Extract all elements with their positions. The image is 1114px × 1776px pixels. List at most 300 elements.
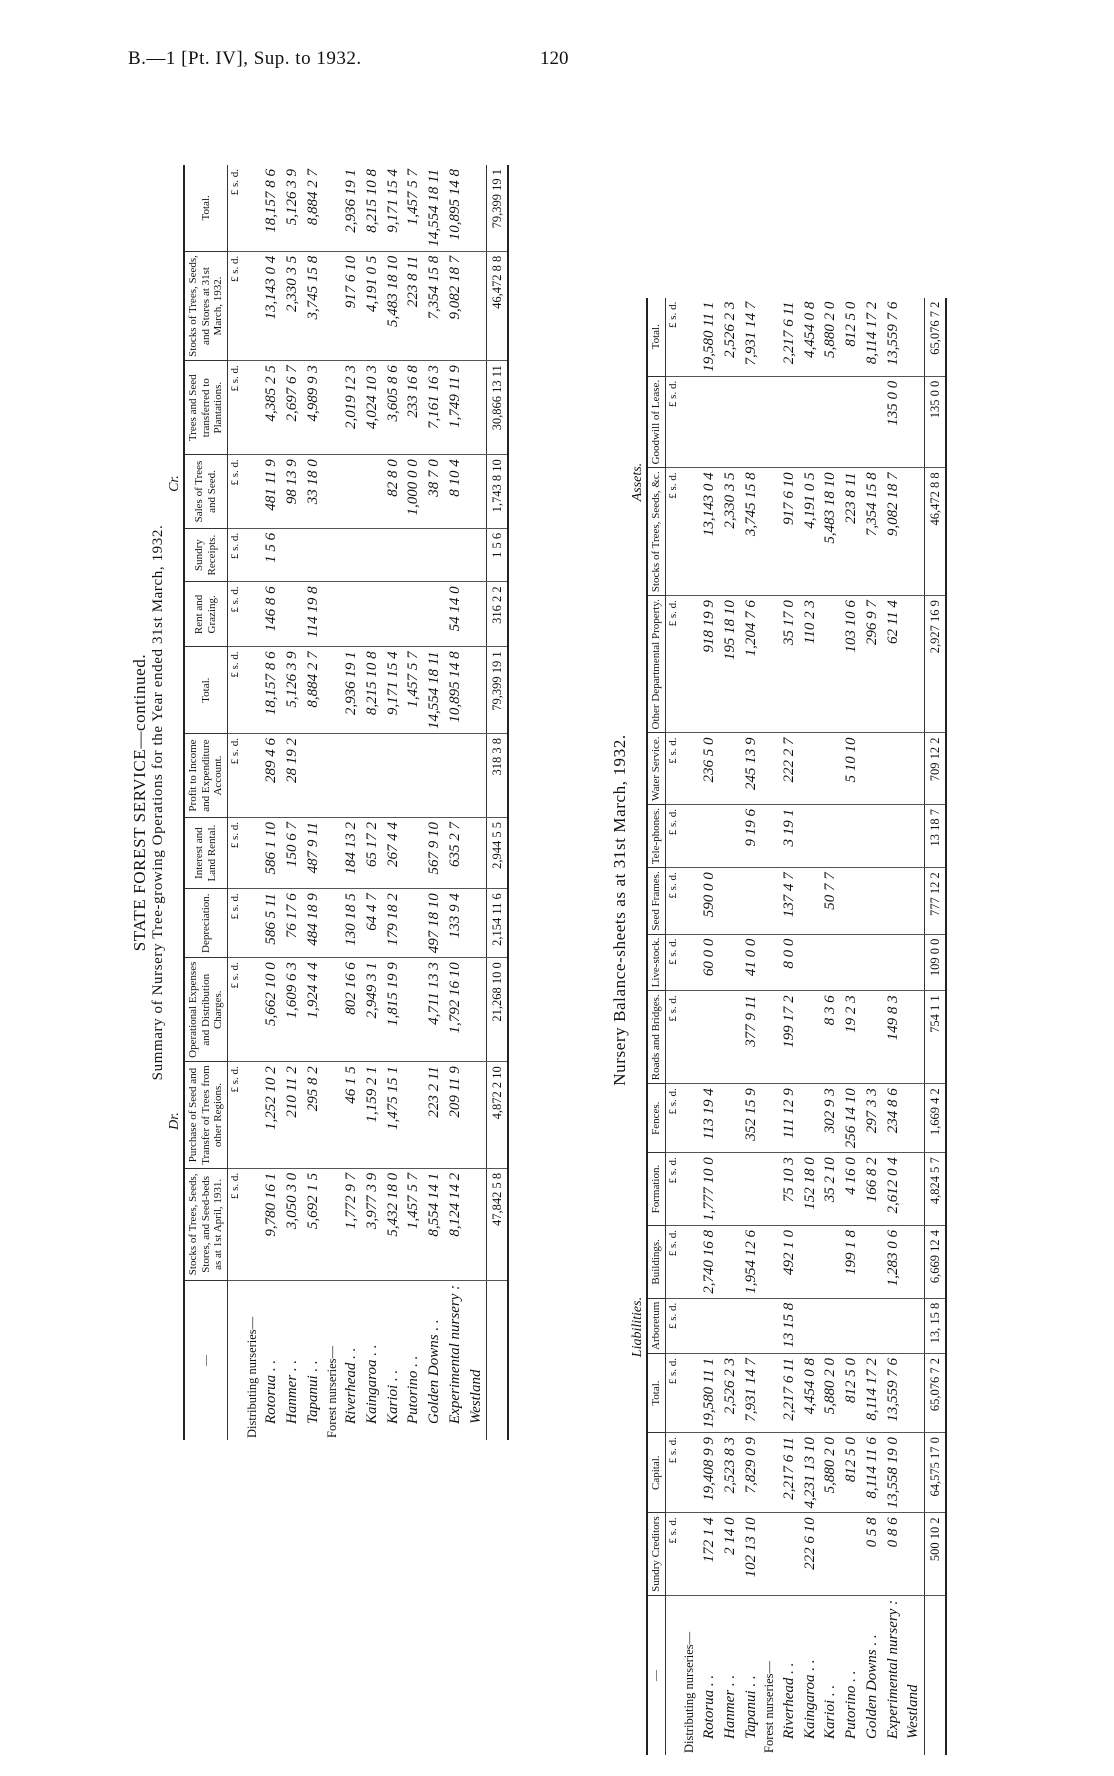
row-label: Hanmer . . <box>284 1359 301 1424</box>
cell-value <box>761 1084 779 1153</box>
summary-col-header: Stocks of Trees, Seeds, Stores, and Seed-beds as at 1st April, 1931. <box>184 1168 227 1280</box>
balance-col-header: Goodwill of Lease. <box>647 376 665 468</box>
row-label: Golden Downs . . <box>863 1634 880 1739</box>
cell-value: 2 14 0 <box>720 1513 741 1595</box>
cell-value: 484 18 9 <box>303 889 324 958</box>
summary-header-row <box>184 165 227 1440</box>
cell-value: 14,554 18 11 <box>424 165 445 251</box>
unit-label: £ s. d. <box>665 298 681 377</box>
balance-total-row <box>925 298 946 1755</box>
summary-col-header: — <box>184 1280 227 1440</box>
cell-value: 2,330 3 5 <box>720 468 741 596</box>
cell-value <box>244 734 262 818</box>
summary-col-header: Profit to Income and Expenditure Account. <box>184 734 227 818</box>
cell-value: 4,385 2 5 <box>261 361 282 455</box>
cell-value: 209 11 9 <box>445 1062 466 1169</box>
cell-value: 8 0 0 <box>779 934 800 991</box>
cell-value <box>761 1513 779 1595</box>
cell-value: 9,082 18 7 <box>883 468 904 596</box>
balance-col-header: Roads and Bridges. <box>647 991 665 1084</box>
balance-title: Nursery Balance-sheets as at 31st March, 1932. <box>610 734 629 1086</box>
balance-row <box>761 298 779 1755</box>
cell-value: 41 0 0 <box>741 934 762 991</box>
cell-value <box>681 868 699 934</box>
balance-section <box>610 65 1114 1755</box>
cell-value <box>761 298 779 377</box>
cell-value: 62 11 4 <box>883 596 904 733</box>
cell-value <box>779 376 800 468</box>
summary-col-header: Operational Expenses and Distribution Charges. <box>184 958 227 1062</box>
cell-value: 210 11 2 <box>282 1062 303 1169</box>
cell-value <box>244 958 262 1062</box>
total-value: 64,575 17 0 <box>925 1433 946 1513</box>
unit-label: £ s. d. <box>227 1062 243 1169</box>
cell-value: 133 9 4 <box>445 889 466 958</box>
cell-value <box>341 582 362 647</box>
cell-value: 8 3 6 <box>820 991 841 1084</box>
total-value: 1,743 8 10 <box>487 455 508 529</box>
cell-value: 245 13 9 <box>741 733 762 804</box>
cell-value: 75 10 3 <box>779 1153 800 1226</box>
cell-value <box>424 734 445 818</box>
cell-value <box>681 1298 699 1353</box>
cell-value <box>466 818 487 889</box>
unit-label: £ s. d. <box>665 1225 681 1298</box>
cell-value: 289 4 6 <box>261 734 282 818</box>
cell-value: 65 17 2 <box>362 818 383 889</box>
cell-value: 1,204 7 6 <box>741 596 762 733</box>
unit-label: £ s. d. <box>227 361 243 455</box>
cell-value: 13,559 7 6 <box>883 298 904 377</box>
dr-label: Dr. <box>167 1112 182 1130</box>
cell-value: 111 12 9 <box>779 1084 800 1153</box>
cell-value: 7,931 14 7 <box>741 1353 762 1432</box>
cell-value: 149 8 3 <box>883 991 904 1084</box>
cell-value <box>324 165 342 251</box>
row-label: Hanmer . . <box>721 1674 738 1739</box>
summary-row <box>341 165 362 1440</box>
cell-value <box>445 528 466 582</box>
cell-value <box>681 1153 699 1226</box>
balance-col-header: Tele-phones. <box>647 804 665 867</box>
balance-col-header: Other Departmental Property. <box>647 596 665 733</box>
row-label: Karioi . . <box>822 1684 839 1739</box>
balance-col-header: Stocks of Trees, Seeds, &c. <box>647 468 665 596</box>
cell-value: 64 4 7 <box>362 889 383 958</box>
cell-value: 5,692 1 5 <box>303 1168 324 1280</box>
cell-value: 199 1 8 <box>841 1225 862 1298</box>
cell-value <box>903 1353 924 1432</box>
total-value <box>487 1280 508 1440</box>
total-value: 109 0 0 <box>925 934 946 991</box>
cell-value <box>324 818 342 889</box>
cell-value: 13,143 0 4 <box>699 468 720 596</box>
cell-value: 1,609 6 3 <box>282 958 303 1062</box>
total-value: 13 18 7 <box>925 804 946 867</box>
cell-value: 35 17 0 <box>779 596 800 733</box>
unit-label: £ s. d. <box>665 468 681 596</box>
cell-value <box>403 734 424 818</box>
cell-value: 103 10 6 <box>841 596 862 733</box>
cell-value: 114 19 8 <box>303 582 324 647</box>
summary-row <box>466 165 487 1440</box>
cell-value: 82 8 0 <box>383 455 404 529</box>
cell-value: 1,749 11 9 <box>445 361 466 455</box>
summary-col-header: Sales of Trees and Seed. <box>184 455 227 529</box>
cell-value <box>903 1153 924 1226</box>
cell-value: 8,114 17 2 <box>862 298 883 377</box>
cell-value <box>699 991 720 1084</box>
balance-row <box>800 298 821 1755</box>
cell-value <box>820 804 841 867</box>
cell-value: 1,457 5 7 <box>403 1168 424 1280</box>
total-value: 65,076 7 2 <box>925 1353 946 1432</box>
cell-value <box>403 528 424 582</box>
cell-value <box>841 804 862 867</box>
summary-title: STATE FOREST SERVICE—continued. <box>130 653 149 952</box>
cell-value: 46 1 5 <box>341 1062 362 1169</box>
cell-value <box>720 1225 741 1298</box>
cell-value: 917 6 10 <box>341 251 362 361</box>
cell-value <box>862 376 883 468</box>
unit-label: £ s. d. <box>665 733 681 804</box>
cell-value: 2,019 12 3 <box>341 361 362 455</box>
cell-value: 918 19 9 <box>699 596 720 733</box>
cell-value <box>741 868 762 934</box>
cell-value <box>324 889 342 958</box>
balance-row <box>841 298 862 1755</box>
balance-col-header: Live-stock. <box>647 934 665 991</box>
cell-value <box>324 251 342 361</box>
unit-label: £ s. d. <box>227 582 243 647</box>
cell-value <box>681 1225 699 1298</box>
cell-value <box>681 1084 699 1153</box>
cell-value: 146 8 6 <box>261 582 282 647</box>
cell-value <box>779 1513 800 1595</box>
cell-value: 1,000 0 0 <box>403 455 424 529</box>
cell-value: 195 18 10 <box>720 596 741 733</box>
cell-value <box>403 582 424 647</box>
cell-value <box>244 361 262 455</box>
cell-value <box>362 455 383 529</box>
cell-value <box>681 596 699 733</box>
cell-value <box>466 165 487 251</box>
row-label: Tapanui . . <box>742 1675 759 1739</box>
cell-value <box>324 958 342 1062</box>
cell-value: 102 13 10 <box>741 1513 762 1595</box>
balance-col-header: Buildings. <box>647 1225 665 1298</box>
cell-value <box>282 528 303 582</box>
unit-label: £ s. d. <box>227 251 243 361</box>
cell-value: 7,354 15 8 <box>424 251 445 361</box>
summary-row <box>282 165 303 1440</box>
summary-row <box>362 165 383 1440</box>
cell-value: 50 7 7 <box>820 868 841 934</box>
cell-value: 296 9 7 <box>862 596 883 733</box>
cell-value <box>282 582 303 647</box>
cell-value: 4,454 0 8 <box>800 298 821 377</box>
cell-value <box>403 889 424 958</box>
cell-value: 14,554 18 11 <box>424 647 445 734</box>
unit-label: £ s. d. <box>665 1084 681 1153</box>
row-label: Rotorua . . <box>701 1674 718 1739</box>
cell-value <box>403 818 424 889</box>
cell-value <box>403 1062 424 1169</box>
cell-value: 223 8 11 <box>403 251 424 361</box>
cell-value: 1,475 15 1 <box>383 1062 404 1169</box>
cell-value: 812 5 0 <box>841 298 862 377</box>
cell-value <box>341 455 362 529</box>
cell-value <box>903 1298 924 1353</box>
total-value: 21,268 10 0 <box>487 958 508 1062</box>
cell-value <box>466 361 487 455</box>
cell-value: 223 2 11 <box>424 1062 445 1169</box>
row-label: Golden Downs . . <box>426 1319 443 1424</box>
cell-value <box>903 1225 924 1298</box>
cell-value <box>841 934 862 991</box>
row-label: Riverhead . . <box>343 1347 360 1424</box>
cell-value: 110 2 3 <box>800 596 821 733</box>
total-value: 65,076 7 2 <box>925 298 946 377</box>
cell-value <box>903 934 924 991</box>
summary-row <box>324 165 342 1440</box>
cell-value: 812 5 0 <box>841 1353 862 1432</box>
cell-value: 1,777 10 0 <box>699 1153 720 1226</box>
cell-value <box>761 868 779 934</box>
cell-value <box>761 1225 779 1298</box>
cell-value: 635 2 7 <box>445 818 466 889</box>
cell-value <box>862 804 883 867</box>
cell-value: 9 19 6 <box>741 804 762 867</box>
cell-value: 256 14 10 <box>841 1084 862 1153</box>
total-value: 2,927 16 9 <box>925 596 946 733</box>
cell-value <box>720 376 741 468</box>
liabilities-label: Liabilities. <box>630 1296 645 1358</box>
cell-value <box>903 298 924 377</box>
cell-value <box>883 1298 904 1353</box>
unit-label: £ s. d. <box>665 1513 681 1595</box>
cell-value: 2,523 8 3 <box>720 1433 741 1513</box>
balance-row <box>741 298 762 1755</box>
cell-value: 4,989 9 3 <box>303 361 324 455</box>
cell-value <box>841 1513 862 1595</box>
cell-value: 0 5 8 <box>862 1513 883 1595</box>
balance-row <box>720 298 741 1755</box>
cell-value: 172 1 4 <box>699 1513 720 1595</box>
cell-value: 1,457 5 7 <box>403 647 424 734</box>
total-value: 47,842 5 8 <box>487 1168 508 1280</box>
summary-col-header: Stocks of Trees, Seeds, and Stores at 31st March, 1932. <box>184 251 227 361</box>
cell-value: 223 8 11 <box>841 468 862 596</box>
cell-value <box>324 647 342 734</box>
summary-row <box>261 165 282 1440</box>
cell-value <box>720 1153 741 1226</box>
cell-value <box>466 582 487 647</box>
unit-label: £ s. d. <box>665 1353 681 1432</box>
cell-value: 917 6 10 <box>779 468 800 596</box>
cell-value <box>720 991 741 1084</box>
cell-value: 8,215 10 8 <box>362 165 383 251</box>
unit-label: £ s. d. <box>227 734 243 818</box>
cell-value: 13,559 7 6 <box>883 1353 904 1432</box>
cell-value <box>903 991 924 1084</box>
cell-value <box>466 958 487 1062</box>
cell-value: 5,432 18 0 <box>383 1168 404 1280</box>
cell-value: 9,780 16 1 <box>261 1168 282 1280</box>
cell-value <box>903 1513 924 1595</box>
cell-value: 13,558 19 0 <box>883 1433 904 1513</box>
cell-value <box>741 1298 762 1353</box>
liabilities-assets-labels <box>630 65 646 1755</box>
cell-value: 4 16 0 <box>841 1153 862 1226</box>
cell-value <box>445 734 466 818</box>
cell-value: 179 18 2 <box>383 889 404 958</box>
cell-value: 35 2 10 <box>820 1153 841 1226</box>
cell-value: 10,895 14 8 <box>445 165 466 251</box>
total-value <box>925 1595 946 1755</box>
cr-label: Cr. <box>167 475 182 492</box>
cell-value <box>862 991 883 1084</box>
cell-value <box>800 934 821 991</box>
cell-value <box>741 1153 762 1226</box>
cell-value: 166 8 2 <box>862 1153 883 1226</box>
cell-value <box>403 958 424 1062</box>
cell-value: 0 8 6 <box>883 1513 904 1595</box>
summary-col-header: Depreciation. <box>184 889 227 958</box>
total-value: 1 5 6 <box>487 528 508 582</box>
cell-value: 19 2 3 <box>841 991 862 1084</box>
cell-value: 3,745 15 8 <box>741 468 762 596</box>
row-label: Riverhead . . <box>780 1662 797 1739</box>
cell-value: 7,829 0 9 <box>741 1433 762 1513</box>
cell-value <box>303 528 324 582</box>
cell-value: 9,171 15 4 <box>383 647 404 734</box>
unit-label: £ s. d. <box>665 868 681 934</box>
cell-value <box>761 376 779 468</box>
cell-value <box>720 934 741 991</box>
total-value: 46,472 8 8 <box>487 251 508 361</box>
summary-col-header: Total. <box>184 165 227 251</box>
cell-value <box>903 733 924 804</box>
cell-value: 2,612 0 4 <box>883 1153 904 1226</box>
balance-col-header: Formation. <box>647 1153 665 1226</box>
total-value: 754 1 1 <box>925 991 946 1084</box>
cell-value <box>820 1298 841 1353</box>
summary-col-header: Interest and Land Rental. <box>184 818 227 889</box>
cell-value <box>720 868 741 934</box>
page-number: 120 <box>540 48 569 69</box>
row-label: Rotorua . . <box>263 1359 280 1424</box>
cell-value <box>883 934 904 991</box>
cell-value: 3,605 8 6 <box>383 361 404 455</box>
cell-value: 5,483 18 10 <box>820 468 841 596</box>
balance-col-header: Total. <box>647 1353 665 1432</box>
total-value: 777 12 2 <box>925 868 946 934</box>
total-value: 4,824 5 7 <box>925 1153 946 1226</box>
unit-label: £ s. d. <box>665 596 681 733</box>
cell-value: 2,217 6 11 <box>779 1353 800 1432</box>
cell-value: 5,126 3 9 <box>282 165 303 251</box>
cell-value: 481 11 9 <box>261 455 282 529</box>
cell-value <box>820 934 841 991</box>
cell-value <box>903 1084 924 1153</box>
cell-value <box>244 528 262 582</box>
cell-value: 7,161 16 3 <box>424 361 445 455</box>
row-label: Distributing nurseries— <box>682 1631 697 1753</box>
unit-label: £ s. d. <box>665 804 681 867</box>
cell-value <box>466 734 487 818</box>
cell-value: 2,740 16 8 <box>699 1225 720 1298</box>
cell-value <box>699 376 720 468</box>
cell-value <box>720 804 741 867</box>
balance-col-header: Sundry Creditors <box>647 1513 665 1595</box>
dr-cr-labels <box>167 165 183 1440</box>
cell-value <box>681 1513 699 1595</box>
cell-value: 2,217 6 11 <box>779 298 800 377</box>
balance-row <box>699 298 720 1755</box>
row-label: Kaingaroa . . <box>363 1344 380 1424</box>
summary-col-header: Sundry Receipts. <box>184 528 227 582</box>
cell-value: 1,457 5 7 <box>403 165 424 251</box>
cell-value <box>800 376 821 468</box>
cell-value <box>699 1298 720 1353</box>
cell-value <box>466 528 487 582</box>
cell-value: 8,215 10 8 <box>362 647 383 734</box>
cell-value <box>244 251 262 361</box>
row-label: Forest nurseries— <box>324 1346 339 1438</box>
cell-value <box>244 582 262 647</box>
cell-value <box>720 733 741 804</box>
cell-value: 199 17 2 <box>779 991 800 1084</box>
cell-value: 586 5 11 <box>261 889 282 958</box>
cell-value <box>681 991 699 1084</box>
cell-value <box>681 376 699 468</box>
cell-value: 76 17 6 <box>282 889 303 958</box>
unit-label <box>665 1595 681 1755</box>
balance-table <box>646 298 947 1755</box>
cell-value: 1,815 19 9 <box>383 958 404 1062</box>
summary-row <box>244 165 262 1440</box>
unit-label: £ s. d. <box>227 528 243 582</box>
cell-value: 150 6 7 <box>282 818 303 889</box>
cell-value: 4,024 10 3 <box>362 361 383 455</box>
summary-table <box>183 165 509 1440</box>
cell-value: 8 10 4 <box>445 455 466 529</box>
cell-value <box>303 734 324 818</box>
row-label: Kaingaroa . . <box>801 1659 818 1739</box>
cell-value <box>761 804 779 867</box>
unit-label: £ s. d. <box>665 1433 681 1513</box>
balance-row <box>862 298 883 1755</box>
cell-value: 267 4 4 <box>383 818 404 889</box>
row-label: Karioi . . <box>384 1369 401 1424</box>
total-value: 2,944 5 5 <box>487 818 508 889</box>
cell-value <box>681 733 699 804</box>
cell-value <box>362 528 383 582</box>
cell-value: 1,954 12 6 <box>741 1225 762 1298</box>
cell-value <box>741 376 762 468</box>
cell-value: 1,792 16 10 <box>445 958 466 1062</box>
cell-value <box>424 528 445 582</box>
row-label: Experimental nursery : <box>884 1599 901 1739</box>
cell-value <box>761 991 779 1084</box>
cell-value: 18,157 8 6 <box>261 647 282 734</box>
cell-value: 802 16 6 <box>341 958 362 1062</box>
cell-value <box>681 804 699 867</box>
total-value: 13, 15 8 <box>925 1298 946 1353</box>
cell-value <box>681 1353 699 1432</box>
summary-col-header: Trees and Seed transferred to Plantations. <box>184 361 227 455</box>
